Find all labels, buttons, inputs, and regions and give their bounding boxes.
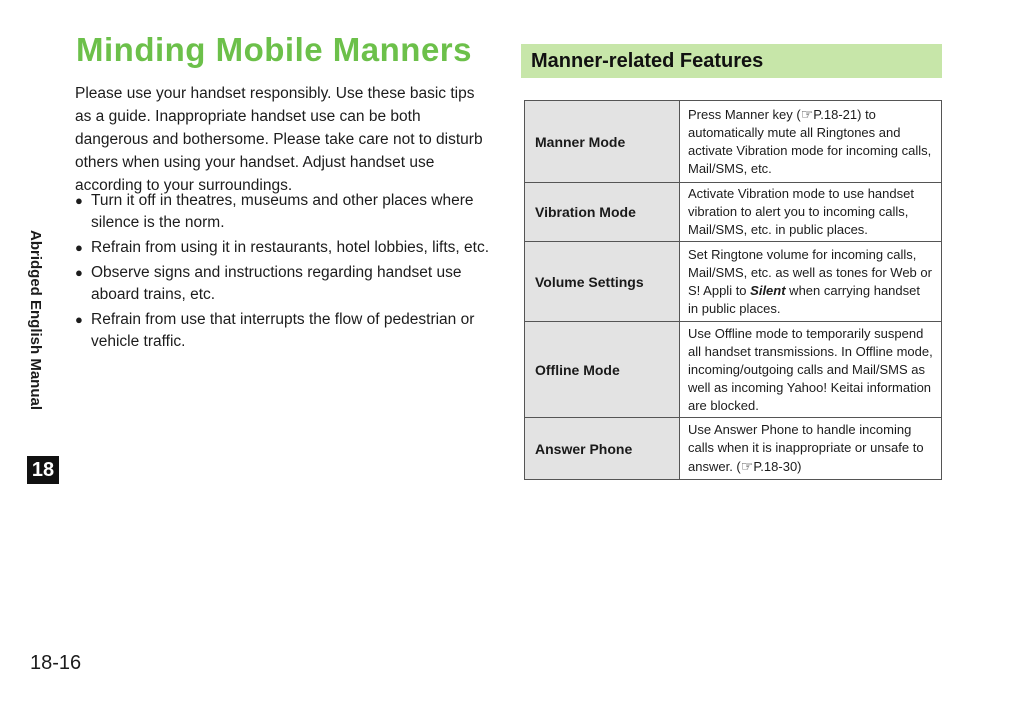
desc-text: ) bbox=[797, 459, 802, 474]
table-row bbox=[525, 418, 942, 480]
feature-name: Manner Mode bbox=[525, 101, 680, 183]
bullet-icon: ● bbox=[75, 193, 83, 208]
tips-list bbox=[75, 190, 495, 356]
features-table bbox=[524, 100, 942, 480]
side-label-text: Abridged English Manual bbox=[27, 230, 44, 411]
feature-description bbox=[680, 418, 942, 480]
tip-text: Observe signs and instructions regarding handset use aboard trains, etc. bbox=[91, 264, 462, 303]
desc-text: Use Answer Phone to handle incoming calls when it is inappropriate or unsafe to answer. ( bbox=[688, 422, 924, 474]
section-title: Manner-related Features bbox=[521, 44, 942, 78]
list-item bbox=[75, 190, 495, 234]
desc-text: Set Ringtone volume for incoming calls, Mail/SMS, etc. as well as tones for Web or S! Appli to bbox=[688, 246, 932, 298]
feature-description: Activate Vibration mode to use handset vibration to alert you to incoming calls, Mail/SMS, etc. in public places. bbox=[680, 183, 942, 242]
desc-text: when carrying handset in public places. bbox=[688, 282, 920, 316]
side-label bbox=[24, 230, 64, 450]
desc-text: Press Manner key ( bbox=[688, 107, 801, 122]
tip-text: Refrain from use that interrupts the flow of pedestrian or vehicle traffic. bbox=[91, 311, 475, 350]
chapter-tab: 18 bbox=[27, 456, 59, 484]
feature-name: Vibration Mode bbox=[525, 183, 680, 242]
table-row bbox=[525, 183, 942, 242]
feature-description bbox=[680, 242, 942, 322]
feature-description bbox=[680, 101, 942, 183]
page-title: Minding Mobile Manners bbox=[76, 31, 472, 68]
feature-description: Use Offline mode to temporarily suspend all handset transmissions. In Offline mode, incoming/outgoing calls and Mail/SMS as well as incoming Yahoo! Keitai information are blocked. bbox=[680, 322, 942, 418]
list-item bbox=[75, 237, 495, 259]
tip-text: Refrain from using it in restaurants, hotel lobbies, lifts, etc. bbox=[91, 239, 490, 256]
bullet-icon: ● bbox=[75, 312, 83, 327]
page-reference: P.18-30 bbox=[753, 459, 798, 474]
feature-name: Volume Settings bbox=[525, 242, 680, 322]
feature-name: Answer Phone bbox=[525, 418, 680, 480]
feature-name: Offline Mode bbox=[525, 322, 680, 418]
bullet-icon: ● bbox=[75, 265, 83, 280]
table-row bbox=[525, 101, 942, 183]
table-row bbox=[525, 322, 942, 418]
reference-icon: ☞ bbox=[800, 106, 814, 122]
reference-icon: ☞ bbox=[740, 458, 754, 474]
table-row bbox=[525, 242, 942, 322]
page-reference: P.18-21 bbox=[813, 107, 858, 122]
list-item bbox=[75, 309, 495, 353]
page-number: 18-16 bbox=[30, 652, 82, 674]
tip-text: Turn it off in theatres, museums and other places where silence is the norm. bbox=[91, 192, 474, 231]
desc-text: ) to automatically mute all Ringtones and activate Vibration mode for incoming calls, Mail/SMS, etc. bbox=[688, 107, 932, 176]
emphasis-text: Silent bbox=[750, 282, 786, 298]
intro-paragraph: Please use your handset responsibly. Use these basic tips as a guide. Inappropriate handset use can be both dangerous and bothersome. Please take care not to disturb others when using your handset. Adjust handset use according to your surroundings. bbox=[75, 85, 483, 194]
bullet-icon: ● bbox=[75, 240, 83, 255]
list-item bbox=[75, 262, 495, 306]
